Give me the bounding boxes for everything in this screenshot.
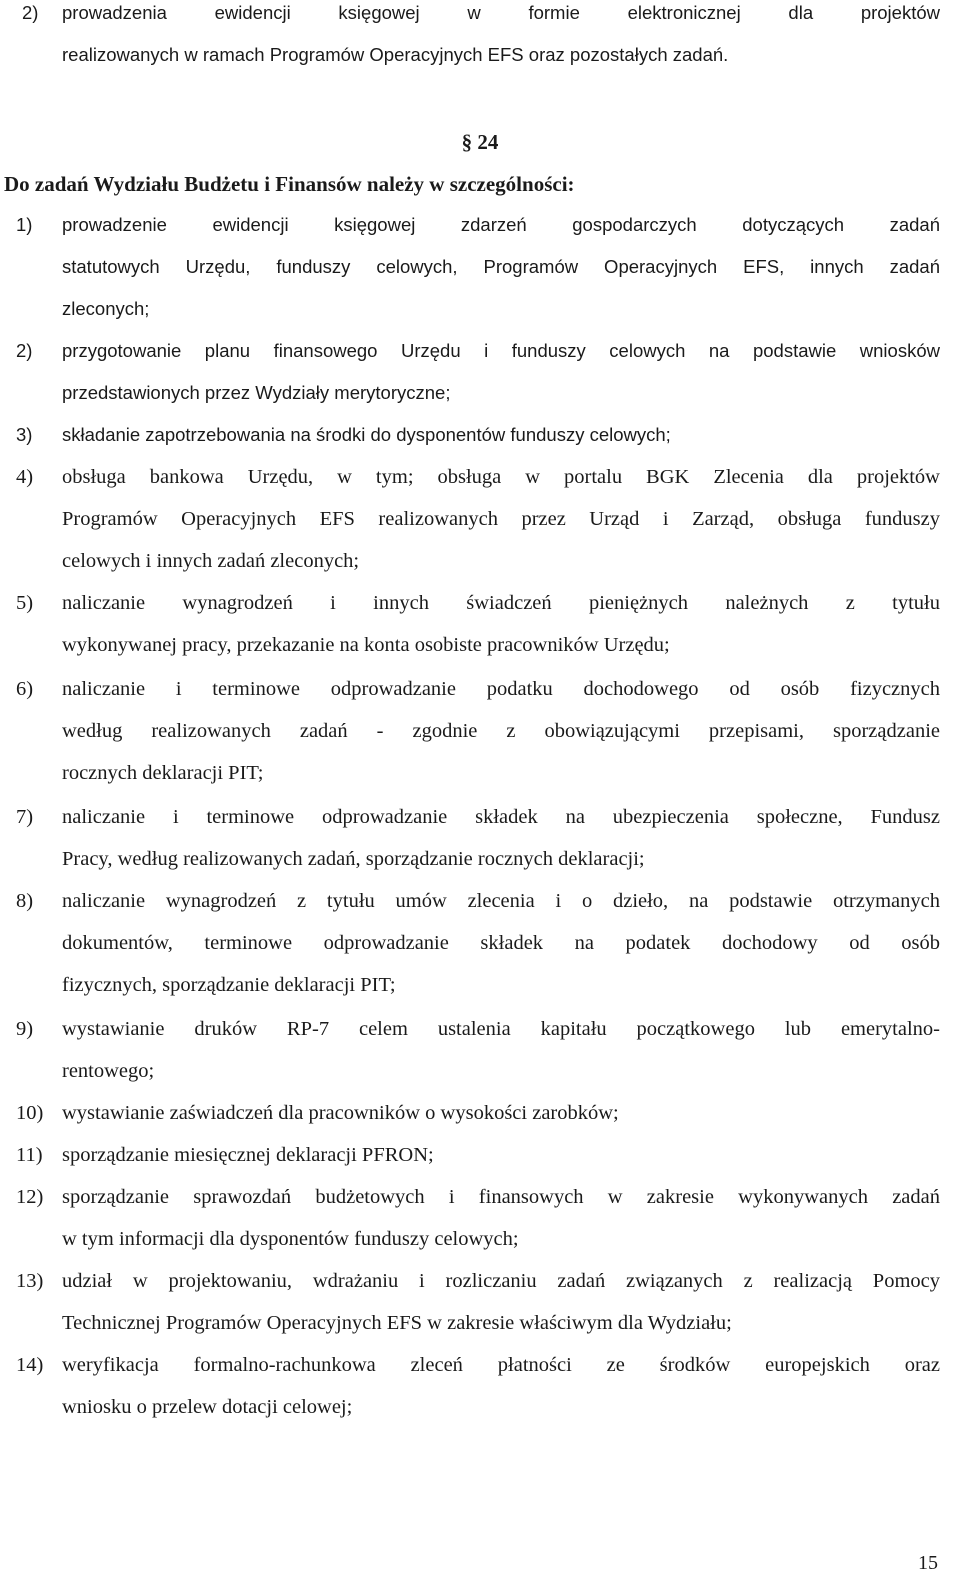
item-number: 10): [16, 1102, 44, 1124]
item-line: wniosku o przelew dotacji celowej;: [62, 1396, 353, 1418]
item-number: 4): [16, 466, 34, 488]
item-number: 14): [16, 1354, 44, 1376]
item-line: statutowych Urzędu, funduszy celowych, Programów Operacyjnych EFS, innych zadań: [62, 256, 940, 277]
item-line: w tym informacji dla dysponentów funduszy celowych;: [62, 1228, 519, 1250]
item-line: przygotowanie planu finansowego Urzędu i funduszy celowych na podstawie wniosków: [62, 340, 940, 361]
top-item-line-1: prowadzenia ewidencji księgowej w formie elektronicznej dla projektów: [62, 2, 940, 23]
item-line: wykonywanej pracy, przekazanie na konta osobiste pracowników Urzędu;: [62, 634, 670, 656]
item-number: 5): [16, 592, 34, 614]
item-line: Pracy, według realizowanych zadań, sporządzanie rocznych deklaracji;: [62, 848, 645, 870]
top-item-number: 2): [22, 2, 39, 23]
page-number: 15: [918, 1552, 938, 1574]
item-line: składanie zapotrzebowania na środki do dysponentów funduszy celowych;: [62, 424, 671, 445]
item-number: 1): [16, 214, 33, 235]
item-line: celowych i innych zadań zleconych;: [62, 550, 360, 572]
item-line: przedstawionych przez Wydziały merytoryczne;: [62, 382, 451, 403]
item-line: prowadzenie ewidencji księgowej zdarzeń gospodarczych dotyczących zadań: [62, 214, 940, 235]
item-number: 6): [16, 678, 34, 700]
item-line: sporządzanie miesięcznej deklaracji PFRON;: [62, 1144, 434, 1166]
section-heading: Do zadań Wydziału Budżetu i Finansów należy w szczególności:: [4, 172, 575, 196]
item-line: rentowego;: [62, 1060, 155, 1082]
section-mark: § 24: [461, 130, 499, 154]
item-number: 3): [16, 424, 33, 445]
item-line: udział w projektowaniu, wdrażaniu i rozliczaniu zadań związanych z realizacją Pomocy: [62, 1270, 940, 1292]
item-line: wystawianie zaświadczeń dla pracowników o wysokości zarobków;: [62, 1102, 619, 1124]
item-number: 11): [16, 1144, 43, 1166]
item-line: rocznych deklaracji PIT;: [62, 762, 264, 784]
top-item-line-2: realizowanych w ramach Programów Operacyjnych EFS oraz pozostałych zadań.: [62, 44, 729, 65]
item-line: Programów Operacyjnych EFS realizowanych przez Urząd i Zarząd, obsługa funduszy: [62, 508, 940, 530]
item-line: obsługa bankowa Urzędu, w tym; obsługa w portalu BGK Zlecenia dla projektów: [62, 466, 940, 488]
item-line: dokumentów, terminowe odprowadzanie składek na podatek dochodowy od osób: [62, 932, 940, 954]
item-line: sporządzanie sprawozdań budżetowych i finansowych w zakresie wykonywanych zadań: [62, 1186, 940, 1208]
item-line: fizycznych, sporządzanie deklaracji PIT;: [62, 974, 396, 996]
item-line: według realizowanych zadań - zgodnie z obowiązującymi przepisami, sporządzanie: [62, 720, 940, 742]
item-line: Technicznej Programów Operacyjnych EFS w zakresie właściwym dla Wydziału;: [62, 1312, 732, 1334]
item-line: naliczanie i terminowe odprowadzanie podatku dochodowego od osób fizycznych: [62, 678, 940, 700]
item-number: 9): [16, 1018, 34, 1040]
item-number: 7): [16, 806, 34, 828]
item-number: 2): [16, 340, 33, 361]
item-line: naliczanie i terminowe odprowadzanie składek na ubezpieczenia społeczne, Fundusz: [62, 806, 940, 828]
item-line: naliczanie wynagrodzeń z tytułu umów zlecenia i o dzieło, na podstawie otrzymanych: [62, 890, 940, 912]
item-number: 12): [16, 1186, 44, 1208]
item-number: 13): [16, 1270, 44, 1292]
item-line: zleconych;: [62, 298, 150, 319]
item-number: 8): [16, 890, 34, 912]
item-line: weryfikacja formalno-rachunkowa zleceń płatności ze środków europejskich oraz: [62, 1354, 940, 1376]
item-line: naliczanie wynagrodzeń i innych świadczeń pieniężnych należnych z tytułu: [62, 592, 940, 614]
item-line: wystawianie druków RP-7 celem ustalenia kapitału początkowego lub emerytalno-: [62, 1018, 940, 1040]
